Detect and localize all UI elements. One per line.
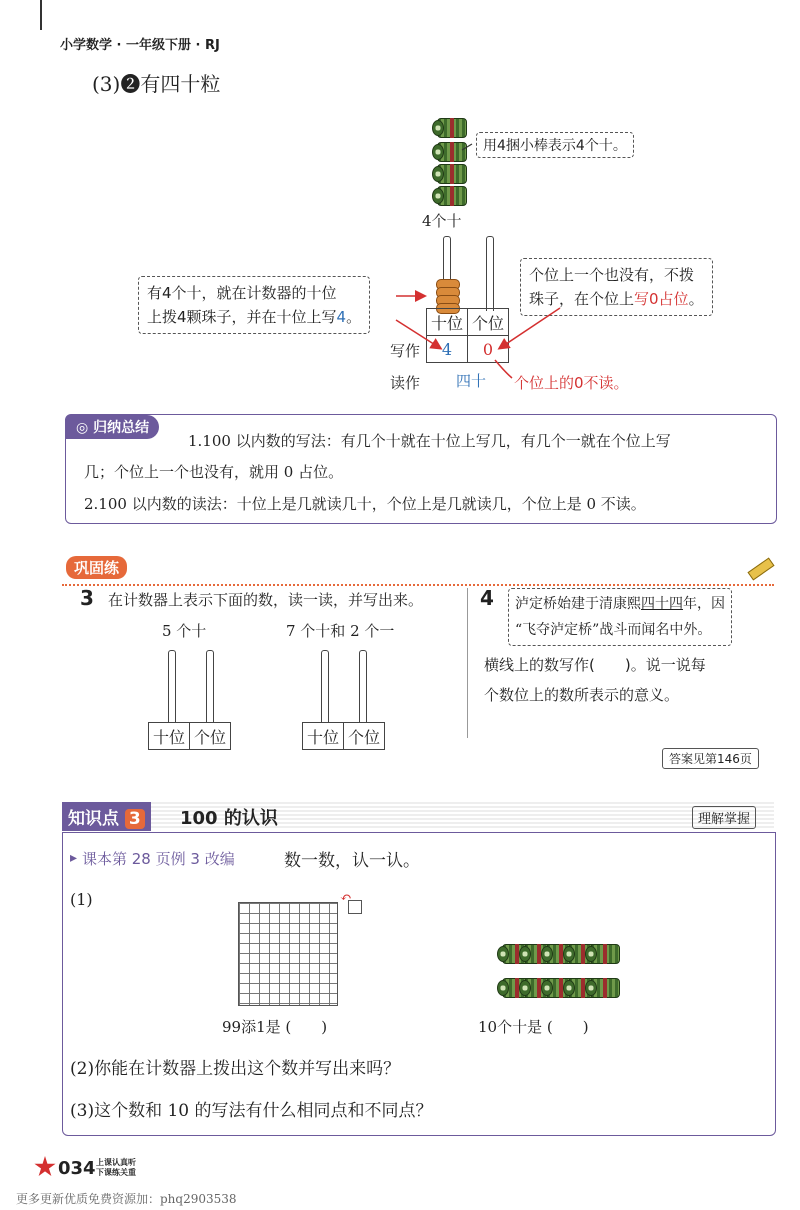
- right-note-line1: 个位上一个也没有，不拨: [529, 266, 695, 284]
- practice-tag: 巩固练: [66, 556, 127, 579]
- q3-text-knowledge: (3)这个数和 10 的写法有什么相同点和不同点？: [70, 1101, 433, 1121]
- footer-source: 更多更新优质免费资源加：phq2903538: [16, 1192, 237, 1206]
- q3b-abacus-base: [302, 722, 385, 750]
- arrow-read-note: [495, 360, 512, 378]
- right-note-line2-text: 珠子，在个位上: [529, 290, 635, 308]
- q3a-abacus-base: [148, 722, 231, 750]
- pencil-icon: [747, 557, 774, 580]
- q1-b: 10个十是 ( ): [478, 1018, 589, 1036]
- q4-text-2: 个数位上的数所表示的意义。: [484, 686, 680, 704]
- part3-heading: (3)❷有四十粒: [92, 72, 221, 96]
- knowledge-source: 课本第 28 页例 3 改编: [82, 850, 235, 868]
- q4-number: 4: [480, 586, 494, 610]
- q1-label: (1): [70, 890, 93, 909]
- q3b-rod-tens: [321, 650, 329, 723]
- footer-slogan: [96, 1158, 136, 1178]
- answer-ref: 答案见第146页: [662, 748, 759, 769]
- q3-a: 5 个十: [162, 622, 207, 640]
- q3-b: 7 个十和 2 个一: [286, 622, 395, 640]
- footer-slogan-1: 上课认真听: [96, 1158, 136, 1167]
- knowledge-tag-prefix: 知识点: [68, 809, 119, 829]
- knowledge-tag-number: 3: [125, 809, 145, 829]
- four-tens-label: 4个十: [422, 212, 462, 230]
- q4-box-line2: “飞夺泸定桥”战斗而闻名中外。: [515, 622, 712, 638]
- q4-underlined-number: 四十四: [641, 596, 683, 612]
- summary-line1: 1.100 以内数的写法：有几个十就在十位上写几，有几个一就在个位上写: [188, 432, 671, 450]
- q4-box-line1-post: 年，因: [683, 596, 725, 612]
- knowledge-tag: [62, 802, 151, 831]
- read-value: 四十: [456, 372, 487, 390]
- write-label: 写作: [390, 342, 421, 360]
- practice-divider: [62, 584, 774, 586]
- q3a-tens: 十位: [149, 723, 190, 750]
- arrow-bundle-note: [462, 144, 472, 150]
- left-note-line2-text: 上拨4颗珠子，并在十位上写: [147, 308, 337, 326]
- footer-slogan-2: 下课练关重: [96, 1168, 136, 1177]
- q4-box-line1-pre: 泸定桥始建于清康熙: [515, 596, 641, 612]
- q3a-rod-tens: [168, 650, 176, 723]
- q3b-rod-ones: [359, 650, 367, 723]
- source-bullet-icon: ▸: [70, 850, 78, 866]
- knowledge-prompt: 数一数，认一认。: [284, 851, 420, 871]
- left-note-line1: 有4个十，就在计数器的十位: [147, 284, 337, 302]
- arrow-right-to-zero: [500, 308, 560, 348]
- practice-column-divider: [467, 588, 468, 738]
- summary-line2: 几；个位上一个也没有，就用 0 占位。: [84, 463, 344, 481]
- q2-text: (2)你能在计数器上拨出这个数并写出来吗？: [70, 1059, 401, 1079]
- header-title: 小学数学 · 一年级下册 · RJ: [60, 38, 220, 53]
- q3b-tens: 十位: [303, 723, 344, 750]
- left-note-digit: 4: [336, 308, 347, 326]
- stick-bundle-icon: [590, 978, 620, 998]
- read-note: 个位上的0不读。: [514, 374, 629, 392]
- summary-line3: 2.100 以内数的读法：十位上是几就读几十，个位上是几就读几，个位上是 0 不读。: [84, 495, 646, 513]
- left-note-end: 。: [346, 308, 362, 326]
- read-label: 读作: [390, 374, 421, 392]
- q3-number: 3: [80, 586, 94, 610]
- hundred-cube-grid: [238, 902, 338, 1006]
- knowledge-header-bg: [62, 802, 774, 828]
- right-note-end: 。: [688, 290, 704, 308]
- ones-digit: 0: [468, 336, 509, 363]
- q1-a: 99添1是 ( ): [222, 1018, 328, 1036]
- summary-tag: ◎ 归纳总结: [66, 415, 159, 439]
- knowledge-level: 理解掌握: [692, 806, 756, 829]
- right-note-red: 写0占位: [634, 290, 689, 308]
- ones-label: 个位: [468, 309, 509, 336]
- stick-bundle-icon: [590, 944, 620, 964]
- q3a-rod-ones: [206, 650, 214, 723]
- q4-text-1: 横线上的数写作( )。说一说每: [484, 656, 706, 674]
- tens-label: 十位: [427, 309, 468, 336]
- tens-digit: 4: [427, 336, 468, 363]
- q3b-ones: 个位: [344, 723, 385, 750]
- curved-arrow-icon: ↶: [340, 890, 352, 906]
- page-number: 034: [58, 1158, 96, 1179]
- bundle-note: 用4捆小棒表示4个十。: [476, 132, 634, 158]
- q3-text: 在计数器上表示下面的数，读一读，并写出来。: [108, 591, 424, 609]
- q4-box-line1: [515, 591, 725, 617]
- knowledge-title: 100 的认识: [180, 808, 278, 829]
- star-mascot-icon: [34, 1156, 56, 1178]
- q4-box: [508, 588, 732, 646]
- q3a-ones: 个位: [190, 723, 231, 750]
- knowledge-box: [62, 832, 776, 1136]
